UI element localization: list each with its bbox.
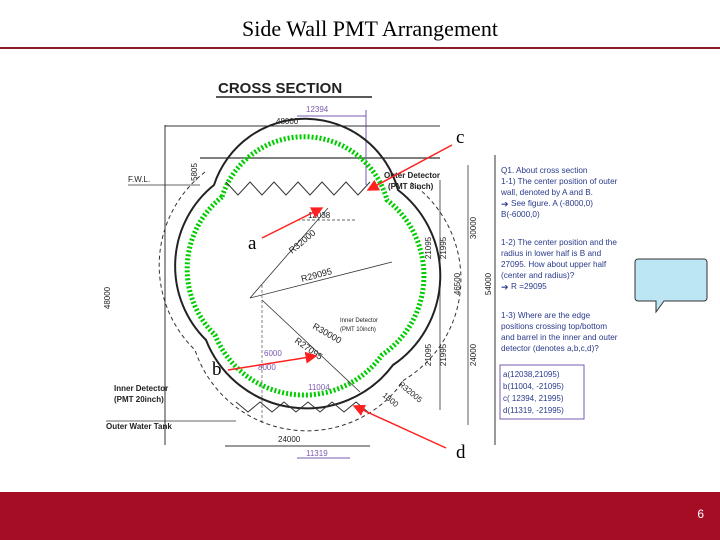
dim-21995-top: 21995: [439, 236, 448, 260]
note-line-9: (center and radius)?: [501, 271, 575, 280]
callout-bubble: [634, 258, 708, 314]
answer-a: a(12038,21095): [503, 370, 560, 379]
answer-c: c( 12394, 21995): [503, 394, 564, 403]
dim-24000-bottom: 24000: [278, 435, 301, 444]
dim-48000-left: 48000: [103, 286, 112, 310]
note-arrow-icon-2: ➔: [501, 282, 509, 292]
note-line-12: positions crossing top/bottom: [501, 322, 608, 331]
radius-r32000: R32000: [286, 227, 318, 256]
answer-b: b(11004, -21095): [503, 382, 564, 391]
note-line-1: Q1. About cross section: [501, 166, 588, 175]
dim-48000-top: 48000: [276, 117, 299, 126]
radius-r30000: R30000: [311, 321, 344, 346]
note-line-6: 1-2) The center position and the: [501, 238, 617, 247]
answer-d: d(11319, -21995): [503, 406, 564, 415]
dim-6000: 6000: [264, 349, 282, 358]
inner-detector-mid-pmt: (PMT 10inch): [340, 327, 376, 333]
radius-line-r32000: [250, 208, 328, 298]
dim-11319: 11319: [306, 449, 328, 458]
dim-21095-top: 21095: [424, 236, 433, 260]
marker-b: b: [212, 359, 222, 380]
radius-line-r29095: [250, 262, 392, 298]
inner-detector-pmt: (PMT 20inch): [114, 395, 164, 404]
dim-1800: 1800: [380, 390, 401, 409]
note-line-11: 1-3) Where are the edge: [501, 311, 591, 320]
dim-24000-right: 24000: [469, 343, 478, 367]
support-truss-bottom: [236, 402, 368, 412]
outer-detector-pmt: (PMT 8inch): [388, 182, 434, 191]
dim-46500: 46500: [453, 272, 462, 296]
note-line-10: R =29095: [511, 282, 547, 291]
slide-title: Side Wall PMT Arrangement: [242, 16, 498, 41]
outer-detector-label: Outer Detector: [384, 171, 441, 180]
outer-water-tank-label: Outer Water Tank: [106, 422, 172, 431]
dim-12394: 12394: [306, 105, 329, 114]
dim-21095-bottom: 21095: [424, 343, 433, 367]
page-number: 6: [697, 507, 704, 521]
dim-5805: 5805: [190, 163, 199, 181]
dim-11004: 11004: [308, 383, 330, 392]
figure-heading: CROSS SECTION: [218, 80, 343, 97]
marker-c: c: [456, 127, 465, 148]
inner-detector-label: Inner Detector: [114, 384, 169, 393]
note-line-5: B(-6000,0): [501, 210, 540, 219]
dim-30000: 30000: [469, 216, 478, 240]
footer-bar: [0, 492, 720, 540]
dim-12038: 12038: [308, 211, 331, 220]
radius-r32005: R32005: [396, 379, 424, 405]
note-line-14: detector (denotes a,b,c,d)?: [501, 344, 599, 353]
marker-a: a: [248, 233, 257, 254]
note-line-2: 1-1) The center position of outer: [501, 177, 618, 186]
dim-8000: 8000: [258, 363, 276, 372]
radius-r27095: R27095: [292, 335, 325, 362]
dim-21995-bottom: 21995: [439, 343, 448, 367]
note-line-4: See figure. A (-8000,0): [511, 199, 593, 208]
note-line-8: 27095. How about upper half: [501, 260, 607, 269]
note-line-13: and barrel in the inner and outer: [501, 333, 618, 342]
note-line-3: wall, denoted by A and B.: [501, 188, 593, 197]
note-arrow-icon: ➔: [501, 199, 509, 209]
fwl-label: F.W.L.: [128, 175, 151, 184]
radius-r29095: R29095: [299, 266, 333, 284]
support-truss-top: [226, 182, 370, 195]
inner-detector-mid-label: Inner Detector: [340, 318, 379, 324]
dim-54000: 54000: [484, 272, 493, 296]
marker-d: d: [456, 442, 466, 463]
arrow-d: [354, 406, 446, 448]
note-line-7: radius in lower half is B and: [501, 249, 602, 258]
